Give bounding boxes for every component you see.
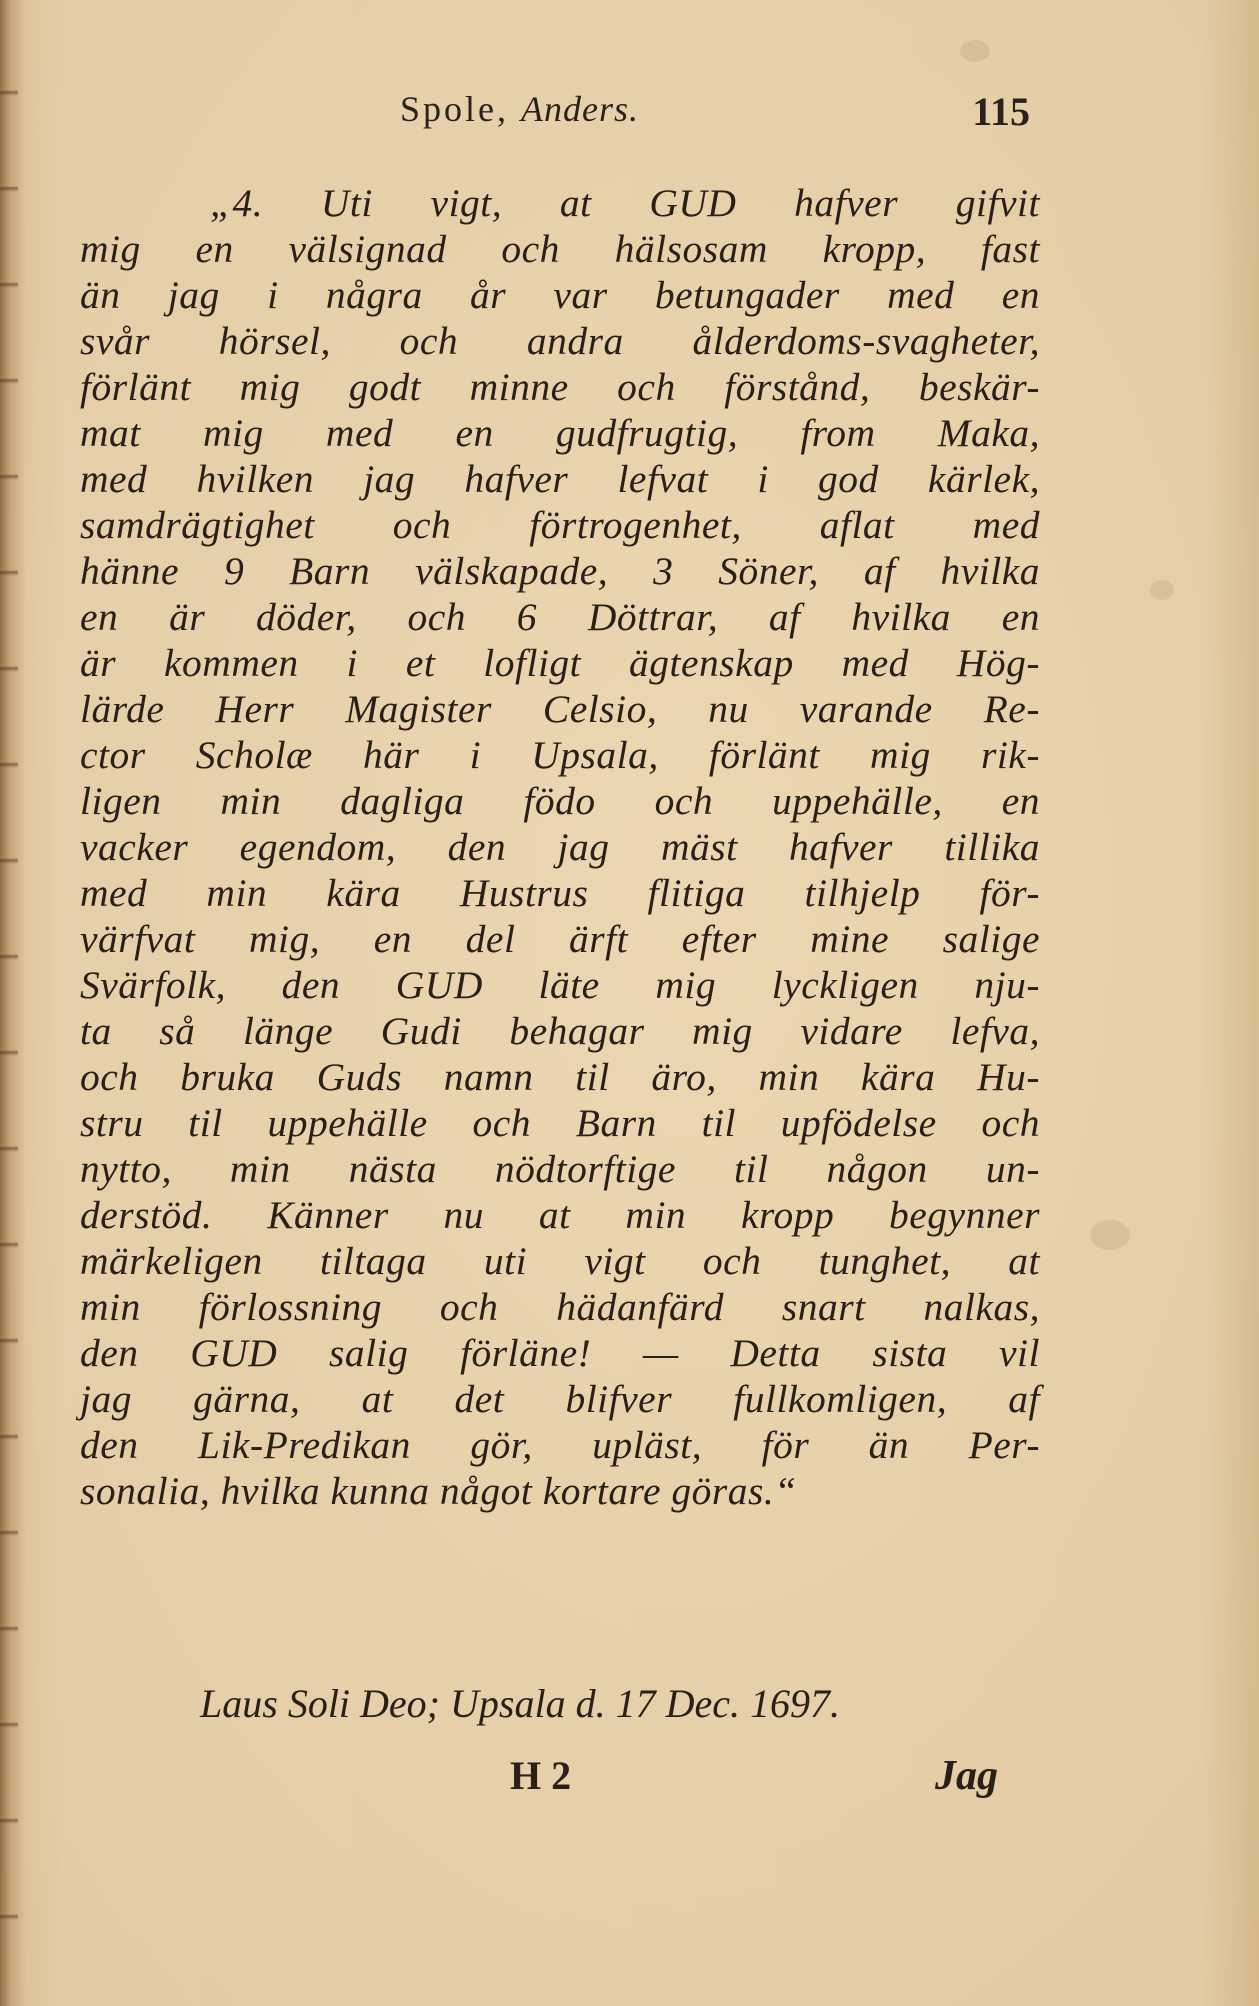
text-line: den Lik-Predikan gör, upläst, för än Per-	[80, 1423, 1040, 1467]
paper-stain	[960, 40, 990, 62]
text-line: den GUD salig förläne! — Detta sista vil	[80, 1331, 1040, 1375]
closing-line: Laus Soli Deo; Upsala d. 17 Dec. 1697.	[200, 1681, 840, 1726]
text-line: Svärfolk, den GUD läte mig lyckligen nju-	[80, 963, 1040, 1007]
page-header	[400, 88, 1030, 138]
text-line: värfvat mig, en del ärft efter mine salige	[80, 917, 1040, 961]
text-line: mig en välsignad och hälsosam kropp, fast	[80, 227, 1040, 271]
signature-mark: H 2	[510, 1753, 572, 1798]
text-line: jag gärna, at det blifver fullkomligen, af	[80, 1377, 1040, 1421]
text-line: derstöd. Känner nu at min kropp begynner	[80, 1193, 1040, 1237]
text-line: svår hörsel, och andra ålderdoms-svagheter,	[80, 319, 1040, 363]
text-line: än jag i några år var betungader med en	[80, 273, 1040, 317]
text-line: med hvilken jag hafver lefvat i god kärlek,	[80, 457, 1040, 501]
text-line: och bruka Guds namn til äro, min kära Hu-	[80, 1055, 1040, 1099]
text-line: nytto, min nästa nödtorftige til någon un-	[80, 1147, 1040, 1191]
text-line: hänne 9 Barn välskapade, 3 Söner, af hvilka	[80, 549, 1040, 593]
running-head-given: Anders.	[521, 89, 640, 129]
paper-stain	[1090, 1220, 1130, 1250]
text-line: förlänt mig godt minne och förstånd, beskär-	[80, 365, 1040, 409]
text-line: ctor Scholæ här i Upsala, förlänt mig rik-	[80, 733, 1040, 777]
page-number: 115	[972, 89, 1030, 134]
text-line: stru til uppehälle och Barn til upfödelse och	[80, 1101, 1040, 1145]
text-line: min förlossning och hädanfärd snart nalkas,	[80, 1285, 1040, 1329]
text-line: ligen min dagliga födo och uppehälle, en	[80, 779, 1040, 823]
paper-stain	[1150, 580, 1174, 600]
running-head-surname: Spole,	[400, 89, 510, 129]
text-line: „4. Uti vigt, at GUD hafver gifvit	[210, 181, 1040, 225]
body-text	[80, 180, 1040, 1514]
text-line: märkeligen tiltaga uti vigt och tunghet, at	[80, 1239, 1040, 1283]
text-line: vacker egendom, den jag mäst hafver tillika	[80, 825, 1040, 869]
text-line: en är döder, och 6 Döttrar, af hvilka en	[80, 595, 1040, 639]
page-footer	[0, 1752, 1259, 1812]
text-line: mat mig med en gudfrugtig, from Maka,	[80, 411, 1040, 455]
text-line: ta så länge Gudi behagar mig vidare lefva,	[80, 1009, 1040, 1053]
catchword: Jag	[935, 1753, 998, 1799]
page-gutter	[0, 0, 18, 2006]
text-line: lärde Herr Magister Celsio, nu varande Re-	[80, 687, 1040, 731]
text-line: samdrägtighet och förtrogenhet, aflat med	[80, 503, 1040, 547]
running-head	[400, 88, 639, 130]
text-line: sonalia, hvilka kunna något kortare göras.“	[80, 1469, 797, 1513]
text-line: är kommen i et lofligt ägtenskap med Hög-	[80, 641, 1040, 685]
text-line: med min kära Hustrus flitiga tilhjelp för-	[80, 871, 1040, 915]
